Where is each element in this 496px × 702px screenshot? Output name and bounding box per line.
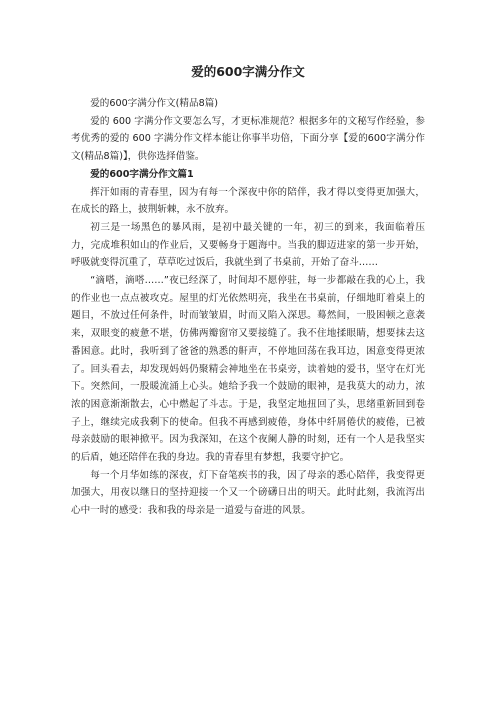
body-paragraph: “滴嗒，滴嗒……”夜已经深了，时间却不愿停驻，每一步都敲在我的心上，我的作业也一点点被攻克。屋里的灯光依然明亮，我坐在书桌前，仔细地盯着桌上的题目，不放过任何条件，时而皱皱眉，时而又陷入深思。蓦然间，一股困顿之意袭来，双眼变的疲惫不堪，仿佛两瓣窗帘又要接缝了。我不住地揉眼睛，想要抹去这番困意。此时，我听到了爸爸的熟悉的鼾声，不停地回荡在我耳边，困意变得更浓了。回头看去，却发现妈妈仍聚精会神地坐在书桌旁，读着她的爱书，坚守在灯光下。突然间，一股暖流涌上心头。她给予我一个鼓励的眼神，是我莫大的动力，浓浓的困意渐渐散去，心中燃起了斗志。于是，我坚定地扭回了头，思绪重新回到卷子上，继续完成我剩下的使命。但我不再感到疲倦，身体中纤屑倦伏的疲倦，已被母亲鼓励的眼神掀平。因为我深知，在这个夜阑人静的时刻，还有一个人是我坚实的后盾，她还陪伴在我的身边。我的青春里有梦想，我要守护它。 — [71, 275, 425, 464]
body-paragraph: 初三是一场黑色的暴风雨，是初中最关键的一年，初三的到来，我面临着压力，完成堆积如山的作业后，又要畅身于题海中。当我的脚迈进家的第一步开始，呼吸就变得沉重了，草草吃过饭后，我就坐到了书桌前，开始了奋斗…… — [71, 221, 425, 269]
doc-subtitle-paragraph: 爱的600字满分作文(精品8篇) — [90, 98, 219, 109]
intro-paragraph: 爱的 600 字满分作文要怎么写，才更标准规范？根据多年的文秘写作经验，参考优秀的爱的 600 字满分作文样本能让你事半功倍，下面分享【爱的600字满分作文(精品8篇)】，供你选择借鉴。 — [71, 115, 425, 163]
body-paragraph: 每一个月华如练的深夜，灯下奋笔疾书的我，因了母亲的悉心陪伴，我变得更加强大，用夜以继日的坚持迎接一个又一个磅礴日出的明天。此时此刻，我流泻出心中一时的感受：我和我的母亲是一道爱与奋进的风景。 — [71, 469, 425, 517]
section-heading: 爱的600字满分作文篇1 — [90, 168, 194, 180]
body-paragraph: 挥汗如雨的青春里，因为有每一个深夜中你的陪伴，我才得以变得更加强大，在成长的路上，披荆斩棘，永不放弃。 — [71, 186, 425, 216]
document-title: 爱的600字满分作文 — [191, 64, 305, 79]
